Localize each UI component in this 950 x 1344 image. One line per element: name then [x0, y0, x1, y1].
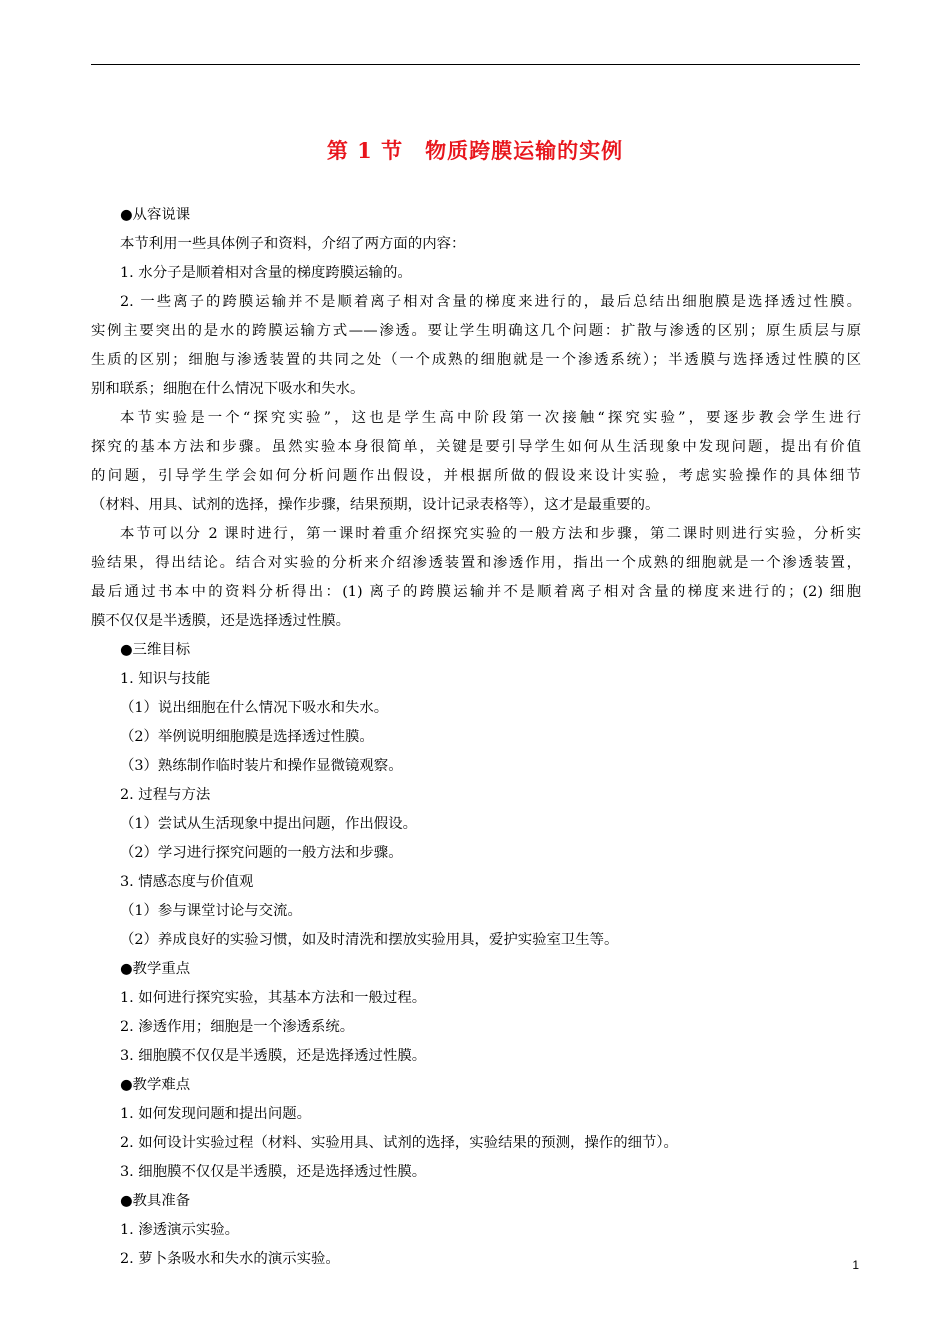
text-line: 1. 如何进行探究实验，其基本方法和一般过程。: [120, 990, 427, 1006]
text-line: 2. 如何设计实验过程（材料、实验用具、试剂的选择，实验结果的预测，操作的细节）。: [120, 1135, 678, 1151]
text-line: ●教具准备: [120, 1193, 191, 1209]
text-line: （2）学习进行探究问题的一般方法和步骤。: [120, 845, 403, 861]
text-line: 1. 知识与技能: [120, 671, 211, 687]
text-line: 最后通过书本中的资料分析得出：(1) 离子的跨膜运输并不是顺着离子相对含量的梯度来进行的；(2) 细胞: [91, 584, 861, 600]
text-line: ●三维目标: [120, 642, 191, 658]
text-line: 3. 细胞膜不仅仅是半透膜，还是选择透过性膜。: [120, 1164, 427, 1180]
text-line: 验结果，得出结论。结合对实验的分析来介绍渗透装置和渗透作用，指出一个成熟的细胞就是一个渗透装置，: [91, 555, 861, 571]
text-line: ●教学难点: [120, 1077, 191, 1093]
text-line: （3）熟练制作临时装片和操作显微镜观察。: [120, 758, 403, 774]
text-line: 1. 水分子是顺着相对含量的梯度跨膜运输的。: [120, 265, 412, 281]
text-line: （2）举例说明细胞膜是选择透过性膜。: [120, 729, 374, 745]
text-line: 2. 渗透作用；细胞是一个渗透系统。: [120, 1019, 355, 1035]
page-title: 第 1 节 物质跨膜运输的实例: [326, 138, 624, 163]
text-line: 2. 过程与方法: [120, 787, 211, 803]
text-line: 3. 细胞膜不仅仅是半透膜，还是选择透过性膜。: [120, 1048, 427, 1064]
text-line: 1. 如何发现问题和提出问题。: [120, 1106, 311, 1122]
text-line: 2. 一些离子的跨膜运输并不是顺着离子相对含量的梯度来进行的，最后总结出细胞膜是选择透过性膜。: [120, 294, 861, 310]
text-line: （2）养成良好的实验习惯，如及时清洗和摆放实验用具，爱护实验室卫生等。: [120, 932, 619, 948]
text-line: （1）尝试从生活现象中提出问题，作出假设。: [120, 816, 417, 832]
text-line: 膜不仅仅是半透膜，还是选择透过性膜。: [91, 613, 351, 629]
text-line: 1. 渗透演示实验。: [120, 1222, 240, 1238]
text-line: 生质的区别；细胞与渗透装置的共同之处（一个成熟的细胞就是一个渗透系统）；半透膜与选择透过性膜的区: [91, 352, 861, 368]
text-line: 探究的基本方法和步骤。虽然实验本身很简单，关键是要引导学生如何从生活现象中发现问题，提出有价值: [91, 439, 861, 455]
text-line: 实例主要突出的是水的跨膜运输方式——渗透。要让学生明确这几个问题：扩散与渗透的区别；原生质层与原: [91, 323, 861, 339]
text-line: 本节可以分 2 课时进行，第一课时着重介绍探究实验的一般方法和步骤，第二课时则进行实验，分析实: [120, 526, 861, 542]
text-line: 2. 萝卜条吸水和失水的演示实验。: [120, 1251, 340, 1267]
page-number: 1: [852, 1258, 859, 1272]
text-line: 的问题，引导学生学会如何分析问题作出假设，并根据所做的假设来设计实验，考虑实验操作的具体细节: [91, 468, 861, 484]
text-line: 别和联系；细胞在什么情况下吸水和失水。: [91, 381, 365, 397]
text-line: （1）参与课堂讨论与交流。: [120, 903, 302, 919]
text-line: （1）说出细胞在什么情况下吸水和失水。: [120, 700, 389, 716]
text-line: （材料、用具、试剂的选择，操作步骤，结果预期，设计记录表格等），这才是最重要的。: [91, 497, 660, 513]
text-line: 3. 情感态度与价值观: [120, 874, 254, 890]
text-line: 本节利用一些具体例子和资料，介绍了两方面的内容：: [120, 236, 466, 252]
text-line: ●教学重点: [120, 961, 191, 977]
document-body: [91, 201, 861, 1274]
text-line: 本节实验是一个“探究实验”，这也是学生高中阶段第一次接触“探究实验”，要逐步教会学生进行: [120, 410, 861, 426]
text-line: ●从容说课: [120, 207, 191, 223]
header-rule: [91, 64, 860, 65]
